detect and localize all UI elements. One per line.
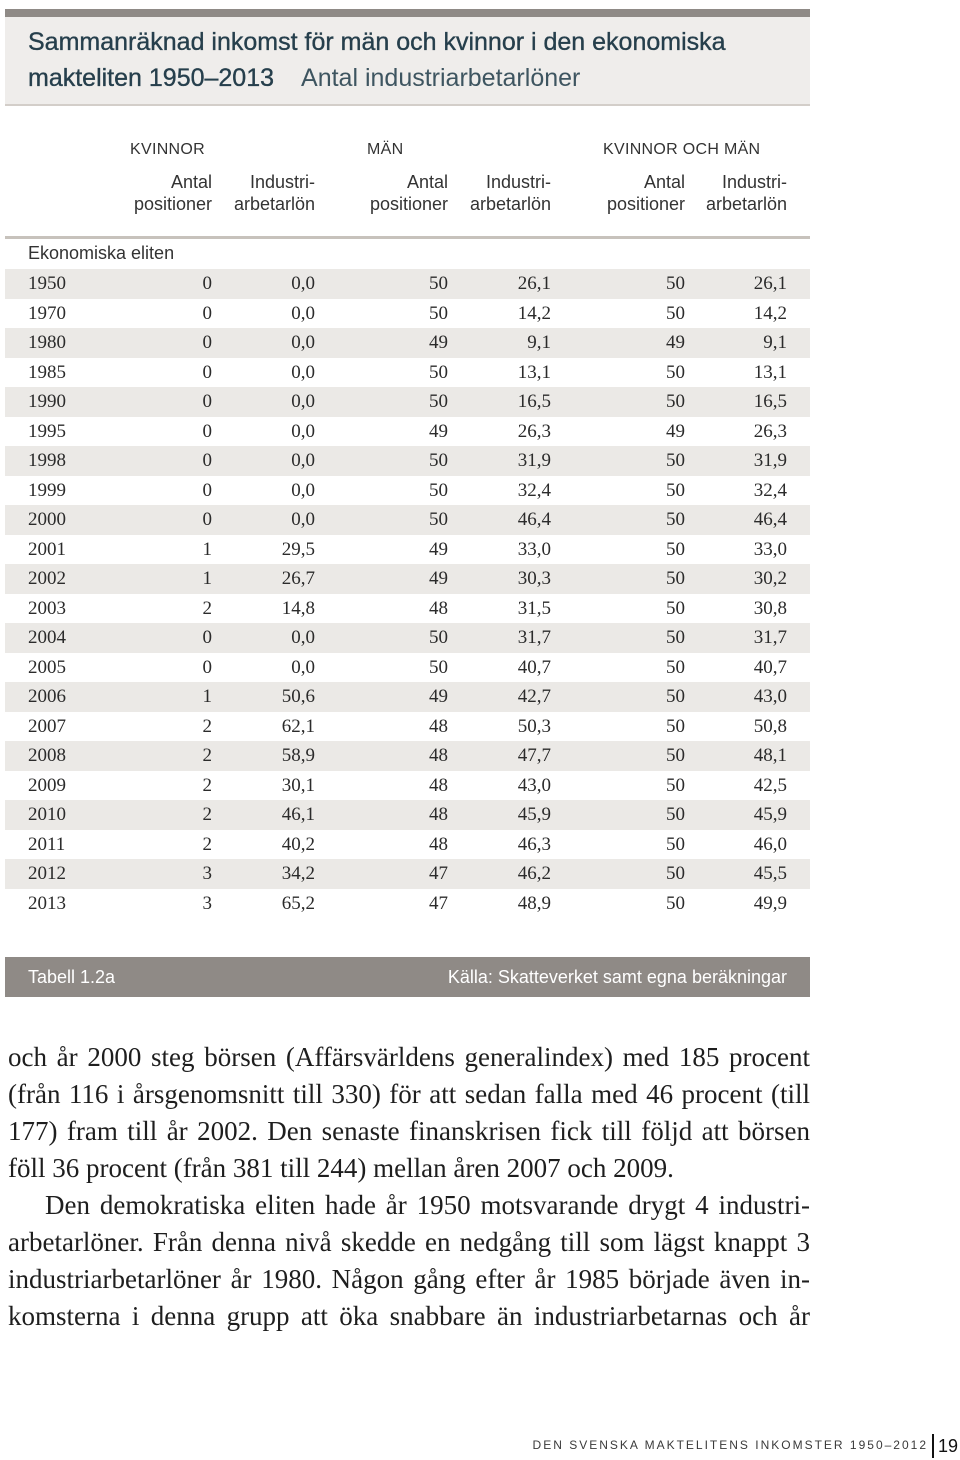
- header-line: arbetarlön: [705, 194, 787, 214]
- cell-kvinnor-antal: 1: [202, 568, 212, 589]
- cell-man-industriarbetarlon: 48,9: [517, 892, 551, 914]
- cell-kvinnor-antal: 2: [202, 774, 212, 796]
- cell-man-antal: 47: [429, 892, 448, 914]
- cell-totalt-industriarbetarlon: 31,7: [753, 627, 787, 648]
- cell-kvinnor-industriarbetarlon: 0,0: [291, 273, 315, 294]
- running-head: DEN SVENSKA MAKTELITENS INKOMSTER 1950–2012: [532, 1438, 928, 1452]
- cell-man-industriarbetarlon: 26,3: [517, 420, 551, 442]
- table-row: [5, 564, 810, 594]
- table-title-line-1: Sammanräknad inkomst för män och kvinnor i den ekonomiska: [28, 28, 726, 56]
- cell-kvinnor-industriarbetarlon: 0,0: [291, 509, 315, 530]
- body-line: arbetarlöner. Från denna nivå skedde en nedgång till som lägst knappt 3: [8, 1227, 810, 1257]
- cell-man-antal: 50: [429, 302, 448, 324]
- cell-man-industriarbetarlon: 31,7: [517, 627, 551, 648]
- cell-year: 2008: [28, 745, 66, 766]
- cell-kvinnor-industriarbetarlon: 46,1: [281, 804, 315, 825]
- cell-man-antal: 50: [429, 509, 448, 530]
- cell-man-antal: 48: [429, 715, 448, 737]
- cell-man-antal: 50: [429, 391, 448, 412]
- header-kvinnor-industriarbetarlon: [234, 171, 315, 215]
- cell-kvinnor-antal: 2: [202, 804, 212, 825]
- header-totalt-industriarbetarlon: [706, 171, 787, 215]
- body-line: 177) fram till år 2002. Den senaste finanskrisen fick till följd att börsen: [8, 1116, 810, 1146]
- cell-kvinnor-antal: 0: [202, 332, 212, 353]
- cell-kvinnor-antal: 1: [202, 538, 212, 560]
- cell-year: 2011: [28, 833, 66, 855]
- cell-totalt-industriarbetarlon: 26,1: [753, 273, 787, 294]
- cell-year: 1970: [28, 302, 66, 324]
- table-row: [5, 741, 810, 771]
- cell-kvinnor-antal: 1: [202, 686, 212, 707]
- cell-year: 2006: [28, 686, 66, 707]
- cell-year: 1998: [28, 450, 66, 471]
- cell-kvinnor-antal: 2: [202, 597, 212, 619]
- cell-totalt-antal: 49: [666, 332, 685, 353]
- cell-year: 2009: [28, 774, 66, 796]
- cell-man-antal: 50: [429, 361, 448, 383]
- header-rule: [5, 236, 810, 239]
- cell-man-antal: 50: [429, 627, 448, 648]
- body-line: (från 116 i årsgenomsnitt till 330) för att sedan falla med 46 procent (till: [8, 1079, 810, 1109]
- table-row: [5, 889, 810, 919]
- table-row: [5, 653, 810, 683]
- cell-totalt-industriarbetarlon: 40,7: [753, 656, 787, 678]
- table-row: [5, 328, 810, 358]
- cell-totalt-antal: 50: [666, 863, 685, 884]
- cell-man-industriarbetarlon: 45,9: [517, 804, 551, 825]
- cell-kvinnor-industriarbetarlon: 26,7: [281, 568, 315, 589]
- cell-totalt-antal: 50: [666, 656, 685, 678]
- body-line: komsterna i denna grupp att öka snabbare än industriarbetarnas och år: [8, 1301, 810, 1331]
- cell-man-antal: 48: [429, 774, 448, 796]
- table-row: [5, 358, 810, 388]
- cell-totalt-industriarbetarlon: 14,2: [753, 302, 787, 324]
- table-row: [5, 387, 810, 417]
- cell-year: 2005: [28, 656, 66, 678]
- cell-totalt-industriarbetarlon: 48,1: [753, 745, 787, 766]
- header-line: arbetarlön: [469, 194, 551, 214]
- cell-totalt-industriarbetarlon: 9,1: [763, 332, 787, 353]
- cell-totalt-antal: 50: [666, 627, 685, 648]
- cell-kvinnor-antal: 0: [202, 391, 212, 412]
- header-line: Antal: [406, 172, 448, 192]
- cell-kvinnor-antal: 3: [202, 892, 212, 914]
- cell-year: 1990: [28, 391, 66, 412]
- cell-kvinnor-industriarbetarlon: 0,0: [291, 450, 315, 471]
- cell-totalt-industriarbetarlon: 43,0: [753, 686, 787, 707]
- cell-kvinnor-antal: 2: [202, 715, 212, 737]
- cell-totalt-antal: 50: [666, 479, 685, 501]
- cell-year: 2013: [28, 892, 66, 914]
- table-row: [5, 682, 810, 712]
- table-row: [5, 594, 810, 624]
- group-header-man: MÄN: [367, 141, 404, 158]
- cell-man-antal: 49: [429, 538, 448, 560]
- cell-man-industriarbetarlon: 26,1: [517, 273, 551, 294]
- cell-kvinnor-industriarbetarlon: 62,1: [281, 715, 315, 737]
- table-row: [5, 623, 810, 653]
- cell-totalt-industriarbetarlon: 46,0: [753, 833, 787, 855]
- cell-totalt-antal: 50: [666, 804, 685, 825]
- page-number-divider: [932, 1434, 934, 1458]
- group-header-kvinnor-och-man: KVINNOR OCH MÄN: [603, 141, 761, 158]
- cell-man-antal: 50: [429, 656, 448, 678]
- cell-kvinnor-industriarbetarlon: 14,8: [281, 597, 315, 619]
- cell-man-industriarbetarlon: 32,4: [517, 479, 551, 501]
- cell-totalt-antal: 50: [666, 538, 685, 560]
- cell-kvinnor-industriarbetarlon: 0,0: [291, 332, 315, 353]
- cell-kvinnor-antal: 0: [202, 450, 212, 471]
- cell-kvinnor-antal: 2: [202, 833, 212, 855]
- cell-totalt-antal: 50: [666, 391, 685, 412]
- cell-kvinnor-industriarbetarlon: 29,5: [281, 538, 315, 560]
- cell-totalt-antal: 50: [666, 597, 685, 619]
- cell-totalt-industriarbetarlon: 49,9: [753, 892, 787, 914]
- cell-kvinnor-industriarbetarlon: 0,0: [291, 420, 315, 442]
- cell-totalt-industriarbetarlon: 45,9: [753, 804, 787, 825]
- cell-man-industriarbetarlon: 13,1: [517, 361, 551, 383]
- cell-man-industriarbetarlon: 31,9: [517, 450, 551, 471]
- cell-kvinnor-antal: 0: [202, 361, 212, 383]
- cell-kvinnor-antal: 0: [202, 656, 212, 678]
- cell-man-industriarbetarlon: 46,4: [517, 509, 551, 530]
- table-title-line-2: [28, 60, 580, 96]
- cell-man-industriarbetarlon: 42,7: [517, 686, 551, 707]
- header-line: arbetarlön: [233, 194, 315, 214]
- cell-totalt-antal: 50: [666, 833, 685, 855]
- cell-kvinnor-industriarbetarlon: 0,0: [291, 627, 315, 648]
- cell-man-antal: 49: [429, 420, 448, 442]
- cell-kvinnor-industriarbetarlon: 0,0: [291, 656, 315, 678]
- header-line: positioner: [606, 194, 685, 214]
- cell-totalt-antal: 50: [666, 715, 685, 737]
- table-title-box: [5, 17, 810, 106]
- cell-man-antal: 48: [429, 804, 448, 825]
- table-body: [5, 269, 810, 918]
- cell-kvinnor-industriarbetarlon: 0,0: [291, 361, 315, 383]
- cell-year: 2000: [28, 509, 66, 530]
- cell-kvinnor-antal: 2: [202, 745, 212, 766]
- cell-totalt-antal: 50: [666, 686, 685, 707]
- cell-man-industriarbetarlon: 14,2: [517, 302, 551, 324]
- table-row: [5, 476, 810, 506]
- cell-totalt-industriarbetarlon: 26,3: [753, 420, 787, 442]
- cell-man-industriarbetarlon: 46,2: [517, 863, 551, 884]
- group-header-kvinnor: KVINNOR: [130, 141, 205, 158]
- cell-man-industriarbetarlon: 16,5: [517, 391, 551, 412]
- table-row: [5, 830, 810, 860]
- top-rule: [5, 9, 810, 17]
- cell-kvinnor-antal: 3: [202, 863, 212, 884]
- header-kvinnor-antal: [134, 171, 212, 215]
- cell-year: 1950: [28, 273, 66, 294]
- cell-kvinnor-antal: 0: [202, 509, 212, 530]
- cell-year: 2012: [28, 863, 66, 884]
- cell-year: 2007: [28, 715, 66, 737]
- body-line: och år 2000 steg börsen (Affärsvärldens generalindex) med 185 procent: [8, 1042, 810, 1072]
- body-line: industriarbetarlöner år 1980. Någon gång efter år 1985 började även in-: [8, 1264, 810, 1294]
- table-row: [5, 712, 810, 742]
- table-number: Tabell 1.2a: [28, 967, 116, 987]
- cell-totalt-antal: 50: [666, 774, 685, 796]
- cell-kvinnor-industriarbetarlon: 30,1: [281, 774, 315, 796]
- cell-man-antal: 49: [429, 332, 448, 353]
- cell-totalt-antal: 50: [666, 568, 685, 589]
- cell-year: 1985: [28, 361, 66, 383]
- header-line: Industri-: [249, 172, 315, 192]
- cell-year: 2001: [28, 538, 66, 560]
- cell-totalt-antal: 50: [666, 450, 685, 471]
- cell-kvinnor-industriarbetarlon: 0,0: [291, 391, 315, 412]
- cell-man-industriarbetarlon: 9,1: [527, 332, 551, 353]
- header-line: positioner: [133, 194, 212, 214]
- table-title-period: makteliten 1950–2013: [28, 64, 275, 92]
- body-line: Den demokratiska eliten hade år 1950 motsvarande drygt 4 industri-: [45, 1190, 810, 1220]
- cell-year: 1995: [28, 420, 66, 442]
- cell-man-antal: 49: [429, 568, 448, 589]
- cell-kvinnor-antal: 0: [202, 627, 212, 648]
- table-subtitle: Antal industriarbetarlöner: [301, 64, 581, 92]
- cell-totalt-industriarbetarlon: 16,5: [753, 391, 787, 412]
- section-label: Ekonomiska eliten: [28, 243, 175, 263]
- table-row: [5, 299, 810, 329]
- table-row: [5, 771, 810, 801]
- cell-totalt-antal: 50: [666, 509, 685, 530]
- cell-kvinnor-industriarbetarlon: 0,0: [291, 479, 315, 501]
- cell-totalt-antal: 49: [666, 420, 685, 442]
- cell-totalt-industriarbetarlon: 42,5: [753, 774, 787, 796]
- cell-totalt-antal: 50: [666, 302, 685, 324]
- table-row: [5, 859, 810, 889]
- cell-kvinnor-industriarbetarlon: 65,2: [281, 892, 315, 914]
- body-text: [8, 1039, 810, 1335]
- table-footer-bar: [5, 957, 810, 997]
- cell-man-antal: 47: [429, 863, 448, 884]
- cell-man-industriarbetarlon: 33,0: [517, 538, 551, 560]
- table-row: [5, 505, 810, 535]
- cell-kvinnor-industriarbetarlon: 58,9: [281, 745, 315, 766]
- table-row: [5, 446, 810, 476]
- header-line: positioner: [369, 194, 448, 214]
- cell-totalt-industriarbetarlon: 30,2: [753, 568, 787, 589]
- cell-man-antal: 50: [429, 479, 448, 501]
- cell-kvinnor-industriarbetarlon: 50,6: [281, 686, 315, 707]
- cell-totalt-industriarbetarlon: 50,8: [753, 715, 787, 737]
- cell-kvinnor-industriarbetarlon: 34,2: [281, 863, 315, 884]
- cell-kvinnor-antal: 0: [202, 302, 212, 324]
- header-line: Antal: [170, 172, 212, 192]
- cell-man-industriarbetarlon: 40,7: [517, 656, 551, 678]
- cell-totalt-industriarbetarlon: 30,8: [753, 597, 787, 619]
- table-row: [5, 417, 810, 447]
- cell-man-industriarbetarlon: 43,0: [517, 774, 551, 796]
- cell-man-antal: 50: [429, 273, 448, 294]
- cell-man-industriarbetarlon: 30,3: [517, 568, 551, 589]
- cell-year: 2003: [28, 597, 66, 619]
- header-man-antal: [370, 171, 448, 215]
- cell-totalt-industriarbetarlon: 46,4: [753, 509, 787, 530]
- header-man-industriarbetarlon: [470, 171, 551, 215]
- header-line: Antal: [643, 172, 685, 192]
- cell-totalt-industriarbetarlon: 32,4: [753, 479, 787, 501]
- cell-kvinnor-industriarbetarlon: 40,2: [281, 833, 315, 855]
- cell-man-industriarbetarlon: 47,7: [517, 745, 551, 766]
- table-row: [5, 800, 810, 830]
- cell-kvinnor-industriarbetarlon: 0,0: [291, 302, 315, 324]
- cell-man-antal: 48: [429, 597, 448, 619]
- cell-man-antal: 49: [429, 686, 448, 707]
- header-totalt-antal: [607, 171, 685, 215]
- cell-man-antal: 48: [429, 833, 448, 855]
- page-number: 19: [937, 1436, 958, 1456]
- cell-totalt-industriarbetarlon: 45,5: [753, 863, 787, 884]
- cell-man-industriarbetarlon: 31,5: [517, 597, 551, 619]
- cell-year: 1980: [28, 332, 66, 353]
- cell-kvinnor-antal: 0: [202, 420, 212, 442]
- table-row: [5, 535, 810, 565]
- cell-totalt-antal: 50: [666, 892, 685, 914]
- cell-year: 1999: [28, 479, 66, 501]
- cell-man-antal: 48: [429, 745, 448, 766]
- cell-year: 2010: [28, 804, 66, 825]
- cell-totalt-antal: 50: [666, 273, 685, 294]
- cell-totalt-industriarbetarlon: 33,0: [753, 538, 787, 560]
- cell-man-industriarbetarlon: 50,3: [517, 715, 551, 737]
- cell-year: 2004: [28, 627, 66, 648]
- table-source: Källa: Skatteverket samt egna beräkningar: [447, 967, 787, 987]
- cell-totalt-antal: 50: [666, 745, 685, 766]
- cell-kvinnor-antal: 0: [202, 479, 212, 501]
- cell-man-antal: 50: [429, 450, 448, 471]
- cell-totalt-industriarbetarlon: 13,1: [753, 361, 787, 383]
- cell-man-industriarbetarlon: 46,3: [517, 833, 551, 855]
- body-line: föll 36 procent (från 381 till 244) mellan åren 2007 och 2009.: [8, 1153, 674, 1183]
- cell-totalt-antal: 50: [666, 361, 685, 383]
- cell-year: 2002: [28, 568, 66, 589]
- cell-totalt-industriarbetarlon: 31,9: [753, 450, 787, 471]
- cell-kvinnor-antal: 0: [202, 273, 212, 294]
- header-line: Industri-: [485, 172, 551, 192]
- header-line: Industri-: [721, 172, 787, 192]
- table-row: [5, 269, 810, 299]
